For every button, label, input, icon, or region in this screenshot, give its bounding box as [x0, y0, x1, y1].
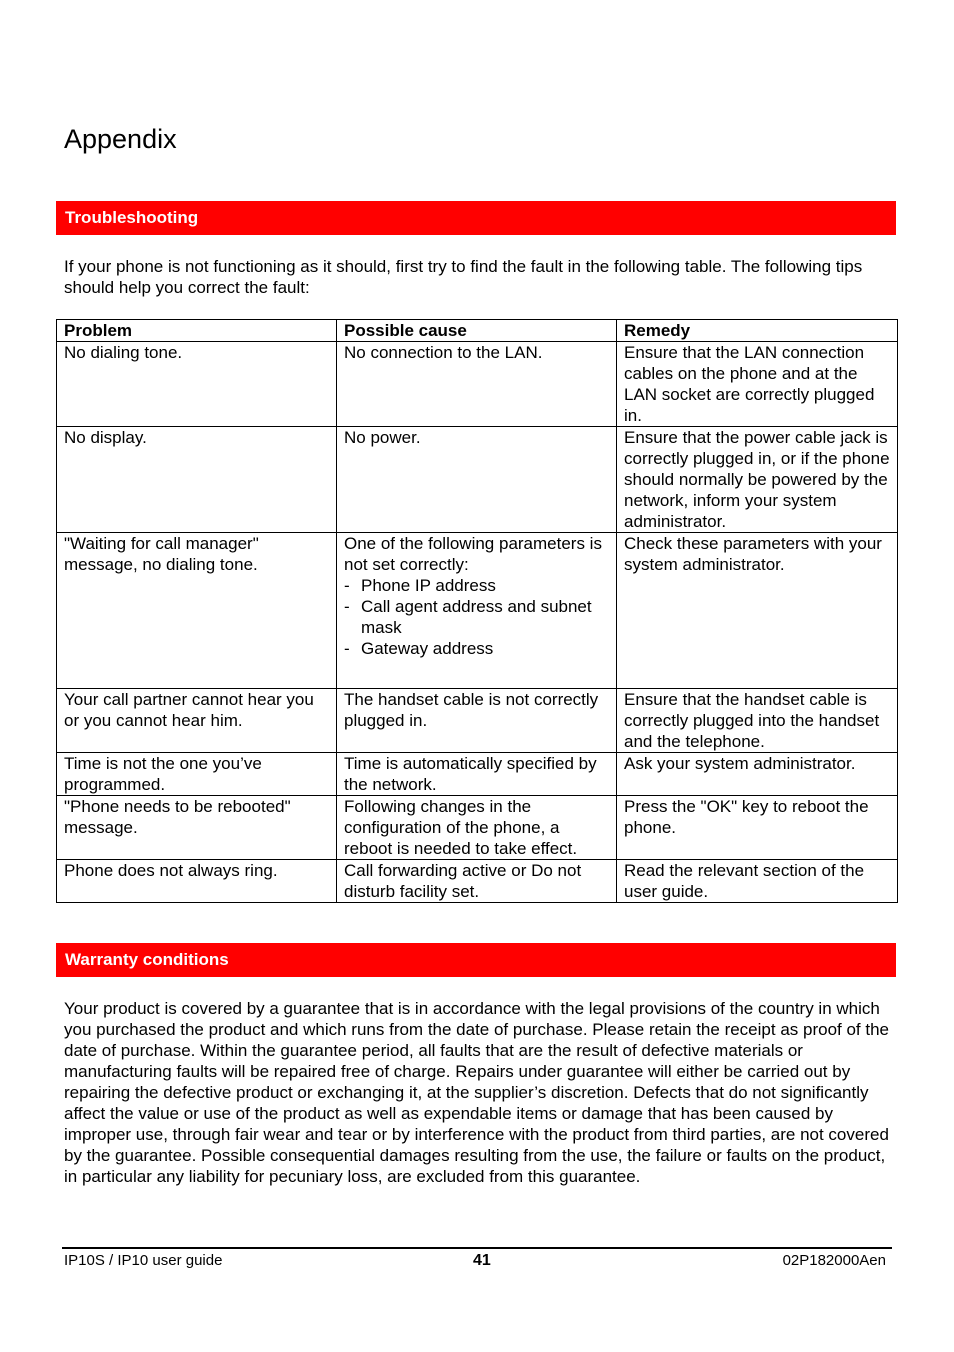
cause-cell: Call forwarding active or Do not disturb facility set.: [337, 860, 617, 903]
remedy-cell: Ensure that the power cable jack is correctly plugged in, or if the phone should normally be powered by the network, inform your system administrator.: [617, 427, 898, 533]
list-item: - Phone IP address: [344, 575, 612, 596]
table-row: [57, 689, 898, 753]
warranty-title: Warranty conditions: [65, 950, 229, 969]
warranty-header: [56, 943, 896, 977]
remedy-cell: Check these parameters with your system administrator.: [617, 533, 898, 689]
page-title: Appendix: [64, 124, 177, 154]
footer-doc-title: IP10S / IP10 user guide: [64, 1252, 223, 1269]
column-header-remedy: Remedy: [617, 320, 898, 342]
table-header-row: [57, 320, 898, 342]
cause-cell: [337, 533, 617, 689]
problem-cell: Your call partner cannot hear you or you cannot hear him.: [57, 689, 337, 753]
column-header-problem: Problem: [57, 320, 337, 342]
footer-doc-code: 02P182000Aen: [782, 1252, 886, 1269]
list-item: - Gateway address: [344, 638, 612, 659]
warranty-text: Your product is covered by a guarantee that is in accordance with the legal provisions of the country in which you purchased the product and which runs from the date of purchase. Please retain the receipt as proof of the date of purchase. Within the guarantee period, all faults that are the result of defective materials or manufacturing faults will be repaired free of charge. Repairs under guarantee will either be carried out by repairing the defective product or exchanging it, at the supplier’s discretion. Defects that do not significantly affect the value or use of the product as well as expendable items or damage that has been caused by improper use, through fair wear and tear or by interference with the product from third parties, are not covered by the guarantee. Possible consequential damages resulting from the use, the failure or faults on the product, in particular any liability for pecuniary loss, are excluded from this guarantee.: [64, 999, 889, 1186]
cause-list: [344, 575, 612, 659]
cause-cell: Following changes in the configuration of the phone, a reboot is needed to take effect.: [337, 796, 617, 860]
remedy-cell: Ask your system administrator.: [617, 753, 898, 796]
page-number: 41: [473, 1252, 491, 1269]
problem-cell: "Waiting for call manager" message, no dialing tone.: [57, 533, 337, 689]
cause-cell: No power.: [337, 427, 617, 533]
troubleshooting-header: [56, 201, 896, 235]
table-row: [57, 533, 898, 689]
table-row: [57, 427, 898, 533]
footer-divider: [62, 1247, 892, 1249]
remedy-cell: Ensure that the LAN connection cables on the phone and at the LAN socket are correctly plugged in.: [617, 342, 898, 427]
cause-cell: No connection to the LAN.: [337, 342, 617, 427]
table-row: [57, 860, 898, 903]
cause-cell: The handset cable is not correctly plugged in.: [337, 689, 617, 753]
troubleshooting-table: [56, 319, 898, 903]
problem-cell: "Phone needs to be rebooted" message.: [57, 796, 337, 860]
troubleshooting-title: Troubleshooting: [65, 208, 199, 227]
problem-cell: Time is not the one you’ve programmed.: [57, 753, 337, 796]
problem-cell: No dialing tone.: [57, 342, 337, 427]
problem-cell: Phone does not always ring.: [57, 860, 337, 903]
remedy-cell: Ensure that the handset cable is correctly plugged into the handset and the telephone.: [617, 689, 898, 753]
table-row: [57, 753, 898, 796]
column-header-cause: Possible cause: [337, 320, 617, 342]
remedy-cell: Read the relevant section of the user guide.: [617, 860, 898, 903]
list-item: - Call agent address and subnet mask: [344, 596, 612, 638]
cause-cell: Time is automatically specified by the network.: [337, 753, 617, 796]
table-row: [57, 796, 898, 860]
troubleshooting-intro: If your phone is not functioning as it should, first try to find the fault in the following table. The following tips should help you correct the fault:: [64, 257, 863, 297]
problem-cell: No display.: [57, 427, 337, 533]
table-row: [57, 342, 898, 427]
cause-text: One of the following parameters is not set correctly:: [344, 534, 602, 574]
remedy-cell: Press the "OK" key to reboot the phone.: [617, 796, 898, 860]
